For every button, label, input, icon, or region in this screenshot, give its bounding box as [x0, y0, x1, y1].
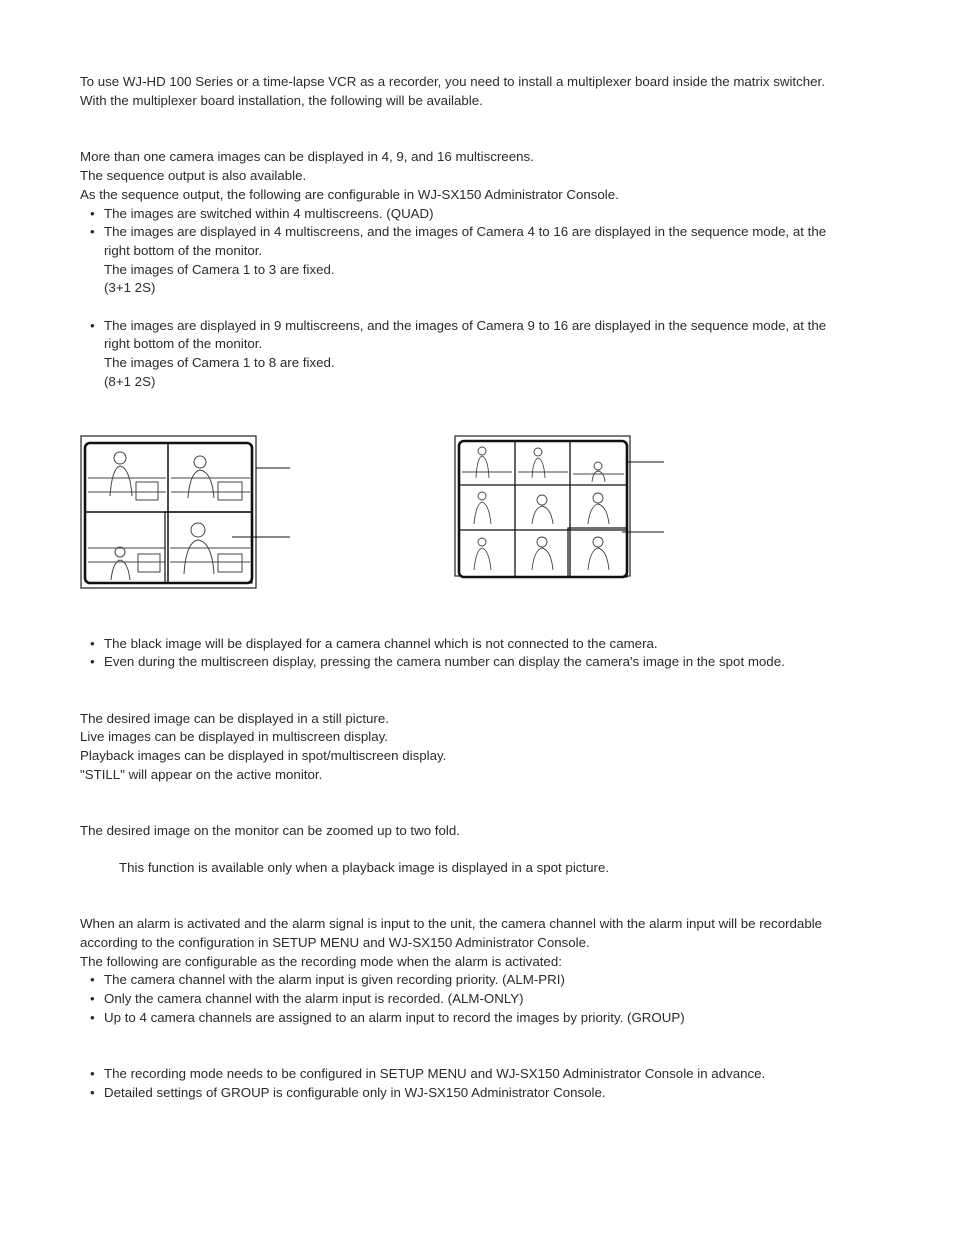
still-line-1: The desired image can be displayed in a still picture.: [80, 711, 389, 726]
still-line-2: Live images can be displayed in multiscreen display.: [80, 729, 388, 744]
intro-line-1: To use WJ-HD 100 Series or a time-lapse VCR as a recorder, you need to install a multiplexer board inside the matrix switcher.: [80, 74, 825, 89]
nine-split-monitor-illustration: [452, 434, 667, 584]
multiscreen-line-2: The sequence output is also available.: [80, 168, 307, 183]
bullet-3plus1-code: (3+1 2S): [104, 280, 156, 295]
bullet-8plus1-fixed: The images of Camera 1 to 8 are fixed.: [104, 355, 335, 370]
still-line-4: "STILL" will appear on the active monitor.: [80, 767, 323, 782]
still-line-3: Playback images can be displayed in spot/multiscreen display.: [80, 748, 447, 763]
bullet-3plus1-cont: right bottom of the monitor.: [104, 243, 263, 258]
multiscreen-line-1: More than one camera images can be displayed in 4, 9, and 16 multiscreens.: [80, 149, 534, 164]
intro-line-2: With the multiplexer board installation, the following will be available.: [80, 93, 483, 108]
alarm-line-2: according to the configuration in SETUP MENU and WJ-SX150 Administrator Console.: [80, 935, 590, 950]
bullet-8plus1-code: (8+1 2S): [104, 374, 156, 389]
bullet-3plus1-fixed: The images of Camera 1 to 3 are fixed.: [104, 262, 335, 277]
bullet-8plus1-cont: right bottom of the monitor.: [104, 336, 263, 351]
alarm-line-3: The following are configurable as the recording mode when the alarm is activated:: [80, 954, 562, 969]
quad-monitor-illustration: [78, 434, 293, 594]
zoom-note: This function is available only when a playback image is displayed in a spot picture.: [119, 860, 610, 875]
multiscreen-line-3: As the sequence output, the following are configurable in WJ-SX150 Administrator Console.: [80, 187, 619, 202]
zoom-line-1: The desired image on the monitor can be zoomed up to two fold.: [80, 823, 460, 838]
alarm-line-1: When an alarm is activated and the alarm signal is input to the unit, the camera channel with the alarm input will be recordable: [80, 916, 823, 931]
